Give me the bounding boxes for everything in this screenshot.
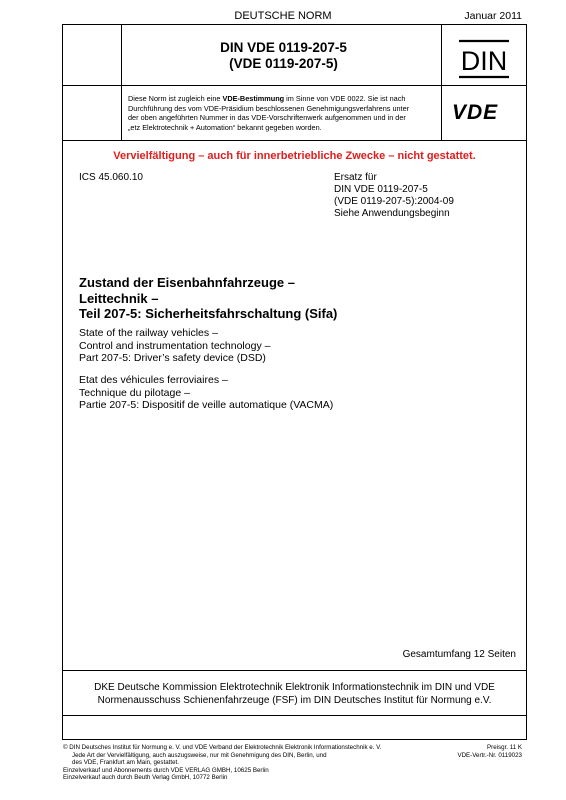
divider-line — [63, 715, 526, 716]
divider-line — [63, 85, 526, 86]
din-logo-text: DIN — [460, 46, 508, 76]
divider-line — [441, 25, 442, 140]
title-english — [79, 327, 270, 365]
replacement-line: Siehe Anwendungsbeginn — [334, 208, 450, 219]
title-line: Etat des véhicules ferroviaires – — [79, 374, 228, 386]
title-line: Zustand der Eisenbahnfahrzeuge – — [79, 275, 295, 290]
notice-line: Diese Norm ist zugleich eine VDE-Bestimmung im Sinne von VDE 0022. Sie ist nach — [128, 94, 406, 103]
title-german — [79, 275, 337, 322]
replacement-line: (VDE 0119-207-5):2004-09 — [334, 196, 454, 207]
replacement-line: Ersatz für — [334, 172, 377, 183]
standard-number-block — [128, 40, 439, 72]
reproduction-notice: Vervielfältigung – auch für innerbetriebliche Zwecke – nicht gestattet. — [113, 150, 476, 162]
vde-logo: VDE — [452, 101, 499, 124]
committee-info — [62, 682, 527, 707]
divider-line — [121, 25, 122, 140]
ics-code: ICS 45.060.10 — [79, 172, 143, 183]
vde-order-number: VDE-Vertr.-Nr. 0119023 — [457, 751, 522, 759]
price-info — [457, 744, 522, 759]
committee-line: Normenausschuss Schienenfahrzeuge (FSF) im DIN Deutsches Institut für Normung e.V. — [97, 694, 492, 706]
replacement-info — [334, 172, 454, 220]
standard-type: DEUTSCHE NORM — [234, 10, 332, 22]
vde-notice — [128, 94, 439, 132]
vde-number: (VDE 0119-207-5) — [229, 56, 338, 71]
title-french — [79, 374, 333, 412]
issue-date: Januar 2011 — [464, 10, 522, 22]
title-line: Part 207-5: Driver’s safety device (DSD) — [79, 352, 266, 364]
title-line: Leittechnik – — [79, 290, 159, 306]
copyright-line: des VDE, Frankfurt am Main, gestattet. — [72, 759, 179, 767]
divider-line — [63, 140, 526, 141]
notice-line: der oben angeführten Nummer in das VDE-Vorschriftenwerk aufgenommen und in der — [128, 113, 406, 123]
din-logo — [455, 38, 513, 80]
title-line: Control and instrumentation technology – — [79, 339, 271, 352]
price-group: Preisgr. 11 K — [487, 744, 522, 751]
copyright-line: Einzelverkauf auch durch Beuth Verlag GmbH, 10772 Berlin — [63, 774, 228, 782]
copyright-line: © DIN Deutsches Institut für Normung e. V. und VDE Verband der Elektrotechnik Elektronik Informationstechnik e. V. — [63, 744, 382, 751]
copyright-line: Jede Art der Vervielfältigung, auch auszugsweise, nur mit Genehmigung des DIN, Berlin, und — [72, 751, 327, 759]
replacement-line: DIN VDE 0119-207-5 — [334, 184, 428, 195]
notice-line: „etz Elektrotechnik + Automation“ bekannt gegeben worden. — [128, 122, 322, 132]
notice-line: Durchführung des vom VDE-Präsidium beschlossenen Genehmigungsverfahrens unter — [128, 103, 410, 113]
title-line: Technique du pilotage – — [79, 386, 190, 399]
title-line: Partie 207-5: Dispositif de veille automatique (VACMA) — [79, 399, 334, 411]
copyright-notice — [63, 744, 443, 782]
committee-line: DKE Deutsche Kommission Elektrotechnik Elektronik Informationstechnik im DIN und VDE — [94, 682, 495, 693]
divider-line — [63, 670, 526, 671]
copyright-line: Einzelverkauf und Abonnements durch VDE VERLAG GMBH, 10625 Berlin — [63, 766, 269, 774]
title-line: State of the railway vehicles – — [79, 327, 218, 339]
din-number: DIN VDE 0119-207-5 — [220, 40, 347, 55]
page-count: Gesamtumfang 12 Seiten — [402, 649, 516, 660]
title-line: Teil 207-5: Sicherheitsfahrschaltung (Sifa) — [79, 306, 338, 321]
